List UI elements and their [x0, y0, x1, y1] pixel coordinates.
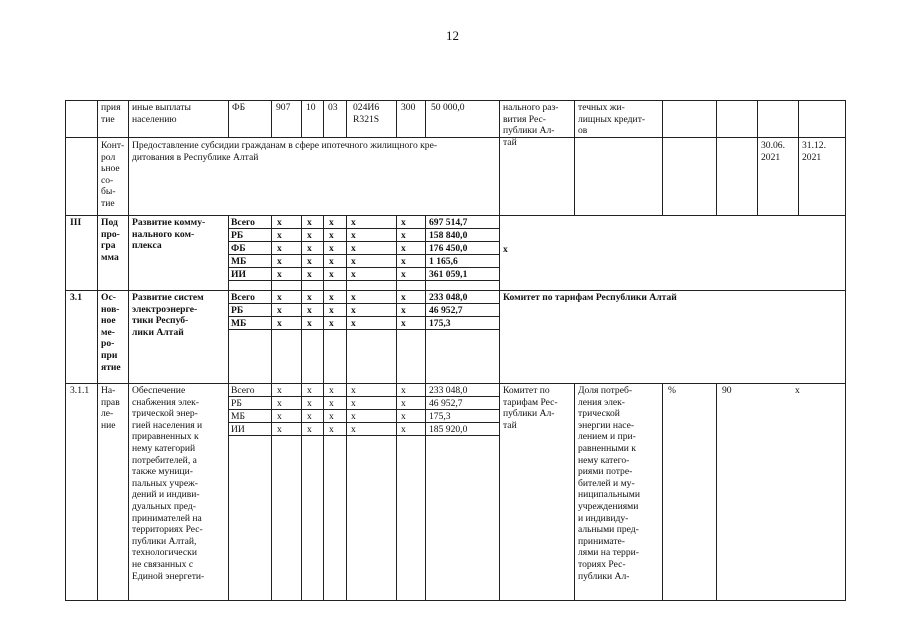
row-3-1-1-unit-cell: % [668, 385, 676, 396]
row-III-x: х [329, 217, 334, 228]
col-line [346, 100, 347, 137]
row1-source-cell: ФБ [232, 102, 246, 113]
row-3-1-amount: 46 952,7 [429, 305, 463, 316]
row-3-1-1-x: х [401, 424, 406, 435]
row-III-x: х [277, 256, 282, 267]
row-III-x: х [351, 269, 356, 280]
row-3-1-1-x: х [351, 385, 356, 396]
row-III-source: РБ [231, 230, 244, 241]
row-III-type-cell: Под про- гра мма [101, 217, 120, 263]
row-3-1-1-x: х [329, 411, 334, 422]
row-3-1-1-number: 3.1.1 [70, 385, 90, 396]
col-line [128, 100, 129, 600]
row1-amount-cell: 50 000,0 [431, 102, 465, 113]
row-III-x: х [329, 230, 334, 241]
control-date-end: 31.12. 2021 [802, 140, 826, 163]
row-3-1-1-amount: 46 952,7 [429, 398, 463, 409]
row-III-number: III [70, 217, 82, 228]
row-3-1-1-source: Всего [231, 385, 255, 396]
row-3-1-name-cell: Развитие систем электроэнерге- тики Респуб- лики Алтай [132, 292, 204, 338]
col-line [396, 100, 397, 137]
row-3-1-x: х [401, 292, 406, 303]
subrow-line [228, 329, 499, 330]
row1-code-cell: 10 [306, 102, 316, 113]
row-III-x: х [351, 230, 356, 241]
table-border-left [65, 100, 66, 600]
row-3-1-executor-cell: Комитет по тарифам Республики Алтай [503, 292, 677, 303]
col-line [662, 100, 663, 215]
row-III-amount: 176 450,0 [429, 243, 468, 254]
row-3-1-1-x-cell: х [795, 385, 800, 396]
row-III-x: х [307, 269, 312, 280]
col-line [425, 215, 426, 600]
row-III-source: МБ [231, 256, 247, 267]
col-line [499, 100, 500, 600]
row-III-amount: 697 514,7 [429, 217, 468, 228]
row-3-1-x: х [277, 318, 282, 329]
row-3-1-1-source: ИИ [231, 424, 245, 435]
page-number: 12 [446, 28, 459, 43]
row-3-1-1-x: х [277, 398, 282, 409]
row-3-1-x: х [329, 305, 334, 316]
table-border-bottom [65, 600, 846, 601]
row-3-1-source: Всего [231, 292, 255, 303]
row-3-1-1-x: х [329, 424, 334, 435]
row-III-x: х [401, 230, 406, 241]
col-line [716, 383, 717, 600]
row-III-x: х [277, 269, 282, 280]
row-III-x: х [277, 243, 282, 254]
row-3-1-1-x: х [351, 398, 356, 409]
row-3-1-x: х [351, 318, 356, 329]
row-3-1-1-name-cell: Обеспечение снабжения элек- трической энер- гией населения и приравненных к нему категорий потребителей, а также муници- пальных учреж- дений и индиви- дуальных пред- принимателей на территориях Рес- публики Алтай, технологически не связанных с Единой энергети- [132, 385, 205, 582]
row1-code-cell: 03 [328, 102, 338, 113]
row-III-x: х [307, 256, 312, 267]
row-III-x: х [351, 243, 356, 254]
row-separator [65, 215, 846, 216]
row-3-1-amount: 175,3 [429, 318, 451, 329]
row-III-x: х [351, 217, 356, 228]
row-III-executor-cell: х [503, 244, 508, 255]
row-III-x: х [401, 256, 406, 267]
row-3-1-1-x: х [351, 424, 356, 435]
row-3-1-1-x: х [277, 424, 282, 435]
row-III-x: х [401, 243, 406, 254]
row-3-1-amount: 233 048,0 [429, 292, 468, 303]
row1-name-cell: иные выплаты населению [132, 102, 191, 125]
subrow-line [228, 422, 499, 423]
row-III-amount: 361 059,1 [429, 269, 468, 280]
row-3-1-type-cell: Ос- нов- ное ме- ро- при ятие [101, 292, 121, 373]
row-separator [65, 290, 846, 291]
row1-code-cell: 907 [276, 102, 291, 113]
row-III-x: х [277, 230, 282, 241]
row-3-1-x: х [277, 292, 282, 303]
row-III-x: х [329, 269, 334, 280]
col-line [97, 100, 98, 600]
row1-executor-cell: нального раз- вития Рес- публики Ал- тай [503, 102, 559, 148]
row-III-x: х [401, 217, 406, 228]
subrow-line [228, 267, 499, 268]
row1-code-cell: 024И6 R321S [353, 102, 380, 125]
row-3-1-x: х [307, 292, 312, 303]
row1-code-cell: 300 [401, 102, 416, 113]
col-line [323, 100, 324, 137]
row-3-1-x: х [329, 292, 334, 303]
col-line [228, 215, 229, 600]
row-separator [65, 137, 846, 138]
row-3-1-1-x: х [401, 398, 406, 409]
control-text-cell: Предоставление субсидии гражданам в сфере ипотечного жилищного кре- дитования в Республике Алтай [132, 140, 438, 163]
row-III-source: ФБ [231, 243, 246, 254]
row-3-1-x: х [307, 318, 312, 329]
row-3-1-1-x: х [277, 411, 282, 422]
row-3-1-1-value-cell: 90 [722, 385, 732, 396]
row-3-1-1-x: х [401, 385, 406, 396]
row-3-1-1-x: х [307, 411, 312, 422]
row-3-1-x: х [351, 292, 356, 303]
budget-table [65, 100, 846, 600]
row-3-1-1-source: РБ [231, 398, 242, 409]
row-3-1-1-amount: 233 048,0 [429, 385, 468, 396]
row-III-name-cell: Развитие комму- нального ком- плекса [132, 217, 206, 252]
col-line [757, 100, 758, 215]
row-3-1-1-amount: 175,3 [429, 411, 451, 422]
row-III-amount: 158 840,0 [429, 230, 468, 241]
col-line [574, 100, 575, 215]
row-III-x: х [401, 269, 406, 280]
row-3-1-1-x: х [277, 385, 282, 396]
row-3-1-1-x: х [307, 424, 312, 435]
control-date-start: 30.06. 2021 [761, 140, 785, 163]
row-3-1-1-x: х [401, 411, 406, 422]
row-3-1-1-type-cell: На- прав ле- ние [101, 385, 120, 431]
row-III-x: х [351, 256, 356, 267]
table-border-right [845, 100, 846, 600]
col-line [301, 100, 302, 137]
row-III-x: х [329, 243, 334, 254]
row-III-x: х [307, 217, 312, 228]
row-3-1-1-x: х [329, 385, 334, 396]
row-3-1-1-x: х [307, 398, 312, 409]
row-III-source: Всего [231, 217, 255, 228]
row-III-source: ИИ [231, 269, 246, 280]
col-line [425, 100, 426, 137]
row-3-1-1-indicator-cell: Доля потреб- ления элек- трической энергии насе- лением и при- равненными к нему катего- риями потре- бителей и му- ниципальными учреждениями и индивиду- альными пред- принимате- лями на терри- ториях Рес- публики Ал- [578, 385, 640, 582]
col-line [574, 383, 575, 600]
col-line [662, 383, 663, 600]
row-3-1-1-x: х [307, 385, 312, 396]
row-3-1-source: РБ [231, 305, 244, 316]
row-3-1-1-source: МБ [231, 411, 246, 422]
row-3-1-1-x: х [351, 411, 356, 422]
row-3-1-x: х [277, 305, 282, 316]
col-line [271, 100, 272, 137]
col-line [271, 215, 272, 600]
row-3-1-x: х [401, 318, 406, 329]
row-separator [65, 383, 846, 384]
row-3-1-number: 3.1 [70, 292, 82, 303]
row-3-1-1-x: х [329, 398, 334, 409]
col-line [716, 100, 717, 215]
row1-indicator-cell: течных жи- лищных кредит- ов [578, 102, 646, 137]
col-line [798, 100, 799, 215]
row-III-x: х [307, 243, 312, 254]
row-3-1-1-amount: 185 920,0 [429, 424, 468, 435]
col-line [301, 215, 302, 600]
row-III-amount: 1 165,6 [429, 256, 458, 267]
col-line [346, 215, 347, 600]
row-III-x: х [307, 230, 312, 241]
row-3-1-x: х [329, 318, 334, 329]
row-3-1-x: х [307, 305, 312, 316]
row1-type-cell: прия тие [101, 102, 121, 125]
col-line [228, 100, 229, 137]
row-3-1-x: х [351, 305, 356, 316]
row-III-x: х [277, 217, 282, 228]
row-3-1-source: МБ [231, 318, 247, 329]
control-type-cell: Конт- рол ьное со- бы- тие [101, 140, 125, 209]
row-III-x: х [329, 256, 334, 267]
row-3-1-1-executor-cell: Комитет по тарифам Рес- публики Ал- тай [503, 385, 558, 431]
table-border-top [65, 100, 846, 101]
col-line [396, 215, 397, 600]
col-line [323, 215, 324, 600]
row-3-1-x: х [401, 305, 406, 316]
